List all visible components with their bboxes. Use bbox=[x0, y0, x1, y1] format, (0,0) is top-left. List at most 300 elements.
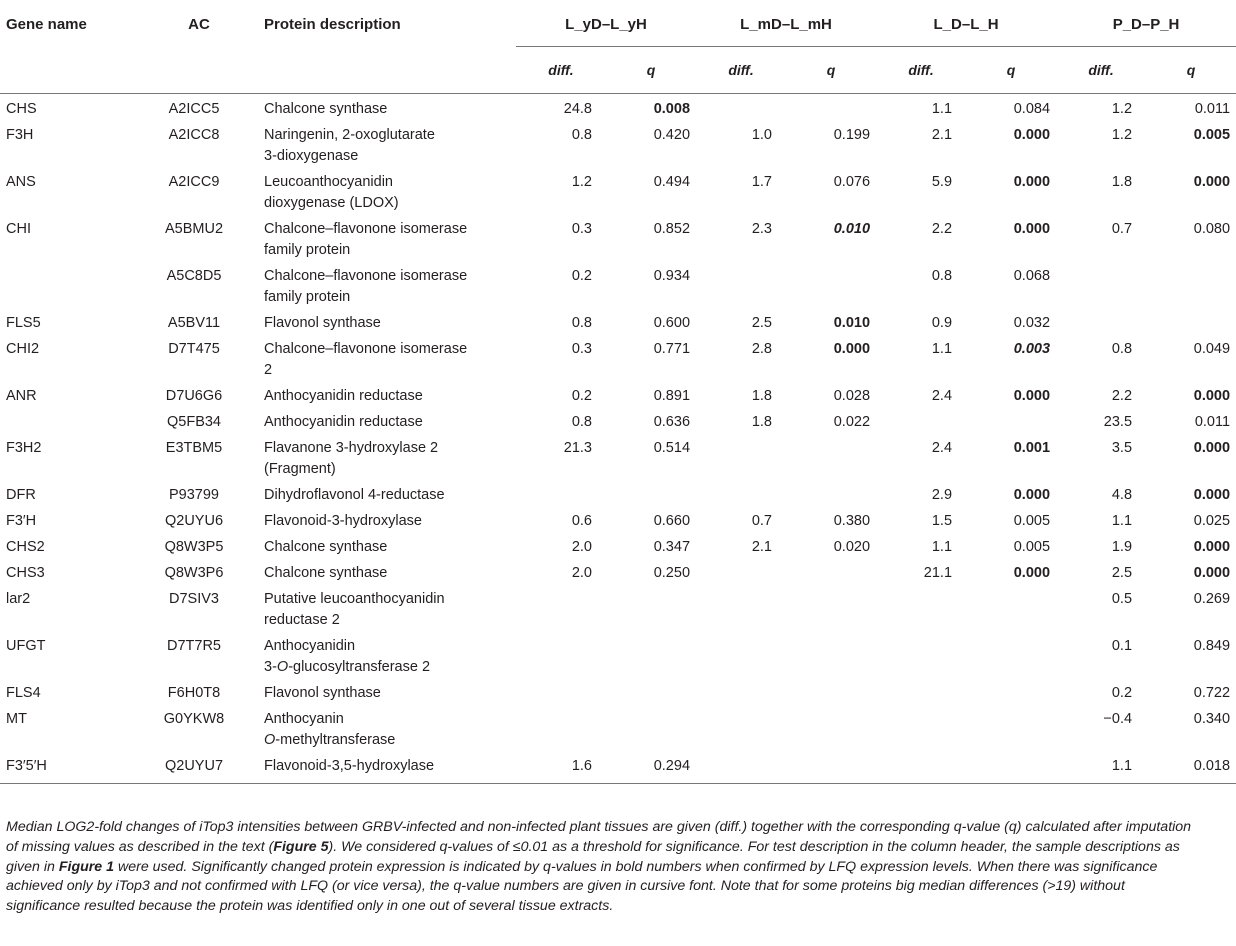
diff-value: 0.8 bbox=[1111, 341, 1133, 357]
description-line: Chalcone–flavonone isomerase bbox=[264, 268, 468, 284]
cell-protein-description bbox=[258, 584, 516, 631]
cell-diff-value bbox=[516, 433, 606, 480]
cell-q-value bbox=[786, 584, 876, 631]
cell-diff-value bbox=[1056, 678, 1146, 704]
table-row bbox=[0, 751, 1236, 784]
diff-value: 2.2 bbox=[1111, 388, 1133, 404]
cell-q-value bbox=[966, 751, 1056, 784]
cell-gene-name: UFGT bbox=[6, 638, 46, 654]
cell-q-value bbox=[966, 506, 1056, 532]
description-line: Flavanone 3-hydroxylase 2 bbox=[264, 440, 439, 456]
cell-diff-value bbox=[516, 407, 606, 433]
cell-q-value bbox=[966, 480, 1056, 506]
table-row bbox=[0, 631, 1236, 678]
cell-diff-value bbox=[1056, 94, 1146, 121]
description-line: family protein bbox=[264, 242, 351, 258]
cell-protein-description bbox=[258, 94, 516, 121]
description-line: Flavonol synthase bbox=[264, 685, 381, 701]
q-value: 0.294 bbox=[653, 758, 691, 774]
description-line: Dihydroflavonol 4-reductase bbox=[264, 487, 445, 503]
q-value: 0.068 bbox=[1013, 268, 1051, 284]
cell-q-value bbox=[966, 407, 1056, 433]
cell-diff-value bbox=[696, 532, 786, 558]
diff-value: 0.3 bbox=[571, 341, 592, 357]
q-value: 0.049 bbox=[1193, 341, 1231, 357]
q-value: 0.011 bbox=[1194, 414, 1231, 430]
description-line: Chalcone–flavonone isomerase bbox=[264, 221, 468, 237]
table-footnote bbox=[6, 818, 1194, 917]
cell-diff-value bbox=[696, 308, 786, 334]
cell-q-value bbox=[966, 214, 1056, 261]
cell-q-value bbox=[786, 506, 876, 532]
header-group-pd-ph: P_D–P_H bbox=[1056, 3, 1236, 47]
cell-diff-value bbox=[516, 334, 606, 381]
cell-diff-value bbox=[1056, 214, 1146, 261]
diff-value: 1.9 bbox=[1111, 539, 1133, 555]
diff-value: −0.4 bbox=[1103, 711, 1133, 727]
table-row bbox=[0, 433, 1236, 480]
table-row bbox=[0, 94, 1236, 121]
diff-value: 1.1 bbox=[931, 539, 953, 555]
q-value: 0.010 bbox=[833, 315, 871, 331]
q-value: 0.001 bbox=[1013, 440, 1051, 456]
diff-value: 0.1 bbox=[1111, 638, 1133, 654]
cell-diff-value bbox=[1056, 506, 1146, 532]
diff-value: 24.8 bbox=[563, 101, 592, 117]
q-value: 0.000 bbox=[1013, 221, 1051, 237]
cell-diff-value bbox=[876, 506, 966, 532]
cell-diff-value bbox=[696, 120, 786, 167]
cell-diff-value bbox=[516, 480, 606, 506]
q-value: 0.000 bbox=[1013, 565, 1051, 581]
header-protein-description: Protein description bbox=[264, 16, 401, 34]
cell-q-value bbox=[966, 167, 1056, 214]
cell-accession: A2ICC5 bbox=[168, 101, 220, 117]
cell-diff-value bbox=[516, 678, 606, 704]
diff-value: 2.3 bbox=[751, 221, 773, 237]
cell-q-value bbox=[1146, 506, 1236, 532]
cell-diff-value bbox=[696, 704, 786, 751]
description-line: Anthocyanidin reductase bbox=[264, 414, 423, 430]
table-row bbox=[0, 678, 1236, 704]
cell-q-value bbox=[966, 94, 1056, 121]
diff-value: 0.8 bbox=[571, 315, 592, 331]
description-line: Putative leucoanthocyanidin bbox=[264, 591, 445, 607]
cell-diff-value bbox=[876, 558, 966, 584]
diff-value: 1.2 bbox=[1111, 101, 1133, 117]
q-value: 0.934 bbox=[653, 268, 691, 284]
diff-value: 21.3 bbox=[563, 440, 592, 456]
description-line: Chalcone synthase bbox=[264, 101, 388, 117]
cell-gene-name: ANR bbox=[6, 388, 37, 404]
cell-diff-value bbox=[516, 704, 606, 751]
cell-diff-value bbox=[876, 214, 966, 261]
cell-accession: A5BV11 bbox=[167, 315, 221, 331]
q-value: 0.891 bbox=[653, 388, 691, 404]
cell-q-value bbox=[606, 214, 696, 261]
cell-diff-value bbox=[696, 94, 786, 121]
diff-value: 2.9 bbox=[931, 487, 953, 503]
cell-accession: Q8W3P6 bbox=[164, 565, 224, 581]
description-line: Flavonoid-3,5-hydroxylase bbox=[264, 758, 435, 774]
q-value: 0.084 bbox=[1013, 101, 1051, 117]
cell-q-value bbox=[1146, 94, 1236, 121]
description-line: 3-O-glucosyltransferase 2 bbox=[264, 659, 431, 675]
q-value: 0.000 bbox=[1013, 174, 1051, 190]
cell-q-value bbox=[606, 407, 696, 433]
cell-q-value bbox=[1146, 678, 1236, 704]
q-value: 0.020 bbox=[833, 539, 871, 555]
cell-gene-name: ANS bbox=[6, 174, 36, 190]
cell-gene-name: FLS5 bbox=[6, 315, 41, 331]
cell-q-value bbox=[1146, 167, 1236, 214]
q-value: 0.420 bbox=[653, 127, 691, 143]
footnote-figure5-ref[interactable]: Figure 5 bbox=[273, 838, 329, 855]
q-value: 0.025 bbox=[1193, 513, 1231, 529]
cell-diff-value bbox=[876, 433, 966, 480]
subheader-diff: diff. bbox=[516, 47, 606, 94]
cell-protein-description bbox=[258, 334, 516, 381]
cell-diff-value bbox=[1056, 167, 1146, 214]
cell-q-value bbox=[1146, 407, 1236, 433]
cell-q-value bbox=[1146, 751, 1236, 784]
cell-protein-description bbox=[258, 532, 516, 558]
q-value: 0.199 bbox=[833, 127, 871, 143]
cell-gene-name: CHS bbox=[6, 101, 37, 117]
table-row bbox=[0, 584, 1236, 631]
q-value: 0.771 bbox=[653, 341, 691, 357]
cell-q-value bbox=[606, 381, 696, 407]
cell-diff-value bbox=[876, 631, 966, 678]
diff-value: 1.6 bbox=[571, 758, 592, 774]
cell-diff-value bbox=[876, 94, 966, 121]
cell-diff-value bbox=[1056, 407, 1146, 433]
cell-q-value bbox=[606, 480, 696, 506]
cell-gene-name: F3H bbox=[6, 127, 34, 143]
q-value: 0.852 bbox=[653, 221, 691, 237]
header-group-lmd-lmh: L_mD–L_mH bbox=[696, 3, 876, 47]
description-line: Chalcone synthase bbox=[264, 539, 388, 555]
subheader-q: q bbox=[1146, 47, 1236, 94]
cell-diff-value bbox=[1056, 120, 1146, 167]
diff-value: 5.9 bbox=[931, 174, 953, 190]
cell-q-value bbox=[606, 167, 696, 214]
cell-q-value bbox=[966, 433, 1056, 480]
diff-value: 2.4 bbox=[931, 388, 953, 404]
cell-protein-description bbox=[258, 751, 516, 784]
diff-value: 2.1 bbox=[751, 539, 773, 555]
cell-diff-value bbox=[876, 381, 966, 407]
cell-diff-value bbox=[516, 308, 606, 334]
q-value: 0.008 bbox=[653, 101, 691, 117]
header-gene-name: Gene name bbox=[6, 16, 87, 34]
diff-value: 0.2 bbox=[1111, 685, 1133, 701]
description-line: 2 bbox=[264, 362, 273, 378]
cell-q-value bbox=[966, 631, 1056, 678]
diff-value: 1.2 bbox=[1111, 127, 1133, 143]
q-value: 0.000 bbox=[1193, 539, 1231, 555]
header-ac: AC bbox=[188, 16, 210, 34]
cell-accession: E3TBM5 bbox=[165, 440, 223, 456]
q-value: 0.000 bbox=[833, 341, 871, 357]
cell-gene-name: DFR bbox=[6, 487, 36, 503]
cell-q-value bbox=[786, 261, 876, 308]
cell-accession: Q8W3P5 bbox=[164, 539, 224, 555]
cell-protein-description bbox=[258, 120, 516, 167]
cell-q-value bbox=[1146, 261, 1236, 308]
table-row bbox=[0, 558, 1236, 584]
footnote-figure1-ref[interactable]: Figure 1 bbox=[58, 858, 115, 875]
q-value: 0.011 bbox=[1194, 101, 1231, 117]
diff-value: 0.8 bbox=[931, 268, 953, 284]
cell-diff-value bbox=[876, 751, 966, 784]
cell-diff-value bbox=[516, 751, 606, 784]
diff-value: 0.6 bbox=[571, 513, 592, 529]
cell-diff-value bbox=[696, 381, 786, 407]
q-value: 0.250 bbox=[653, 565, 691, 581]
cell-protein-description bbox=[258, 704, 516, 751]
cell-diff-value bbox=[696, 631, 786, 678]
cell-gene-name: F3H2 bbox=[6, 440, 42, 456]
cell-q-value bbox=[966, 678, 1056, 704]
cell-diff-value bbox=[1056, 558, 1146, 584]
cell-diff-value bbox=[1056, 532, 1146, 558]
cell-diff-value bbox=[516, 381, 606, 407]
cell-diff-value bbox=[696, 433, 786, 480]
q-value: 0.269 bbox=[1193, 591, 1231, 607]
description-line: family protein bbox=[264, 289, 351, 305]
cell-gene-name bbox=[0, 261, 140, 308]
cell-accession: D7U6G6 bbox=[165, 388, 223, 404]
cell-gene-name: CHS2 bbox=[6, 539, 45, 555]
description-line: Flavonol synthase bbox=[264, 315, 381, 331]
cell-diff-value bbox=[516, 94, 606, 121]
cell-accession: D7SIV3 bbox=[169, 591, 219, 607]
cell-q-value bbox=[786, 751, 876, 784]
diff-value: 0.7 bbox=[1111, 221, 1133, 237]
cell-accession: A5BMU2 bbox=[164, 221, 224, 237]
q-value: 0.028 bbox=[833, 388, 871, 404]
q-value: 0.849 bbox=[1193, 638, 1231, 654]
subheader-diff: diff. bbox=[876, 47, 966, 94]
q-value: 0.000 bbox=[1193, 565, 1231, 581]
diff-value: 2.8 bbox=[751, 341, 773, 357]
cell-q-value bbox=[1146, 704, 1236, 751]
cell-diff-value bbox=[1056, 631, 1146, 678]
q-value: 0.018 bbox=[1193, 758, 1231, 774]
diff-value: 1.8 bbox=[751, 388, 773, 404]
q-value: 0.005 bbox=[1013, 513, 1051, 529]
diff-value: 2.1 bbox=[931, 127, 953, 143]
subheader-diff: diff. bbox=[1056, 47, 1146, 94]
cell-q-value bbox=[786, 631, 876, 678]
cell-q-value bbox=[606, 334, 696, 381]
cell-diff-value bbox=[696, 506, 786, 532]
cell-protein-description bbox=[258, 678, 516, 704]
table-row bbox=[0, 334, 1236, 381]
diff-value: 1.7 bbox=[751, 174, 773, 190]
description-line: Anthocyanidin bbox=[264, 638, 356, 654]
description-line: Anthocyanidin reductase bbox=[264, 388, 423, 404]
diff-value: 0.8 bbox=[571, 127, 592, 143]
cell-diff-value bbox=[696, 214, 786, 261]
cell-q-value bbox=[1146, 381, 1236, 407]
cell-q-value bbox=[966, 334, 1056, 381]
cell-accession: P93799 bbox=[169, 487, 219, 503]
cell-diff-value bbox=[876, 167, 966, 214]
table-row bbox=[0, 407, 1236, 433]
cell-q-value bbox=[1146, 214, 1236, 261]
cell-diff-value bbox=[516, 506, 606, 532]
cell-q-value bbox=[786, 704, 876, 751]
cell-diff-value bbox=[876, 261, 966, 308]
cell-q-value bbox=[1146, 334, 1236, 381]
cell-q-value bbox=[786, 120, 876, 167]
subheader-q: q bbox=[786, 47, 876, 94]
cell-diff-value bbox=[876, 704, 966, 751]
table-row bbox=[0, 167, 1236, 214]
cell-accession: D7T7R5 bbox=[167, 638, 221, 654]
cell-diff-value bbox=[1056, 308, 1146, 334]
table-row bbox=[0, 214, 1236, 261]
cell-q-value bbox=[606, 631, 696, 678]
cell-q-value bbox=[786, 678, 876, 704]
q-value: 0.076 bbox=[833, 174, 871, 190]
table-header bbox=[0, 3, 1236, 94]
cell-diff-value bbox=[876, 584, 966, 631]
cell-q-value bbox=[966, 261, 1056, 308]
cell-diff-value bbox=[696, 751, 786, 784]
q-value: 0.340 bbox=[1193, 711, 1231, 727]
cell-diff-value bbox=[1056, 334, 1146, 381]
cell-diff-value bbox=[876, 120, 966, 167]
table-body bbox=[0, 94, 1236, 784]
cell-accession: D7T475 bbox=[168, 341, 220, 357]
diff-value: 0.5 bbox=[1111, 591, 1133, 607]
cell-q-value bbox=[966, 558, 1056, 584]
cell-q-value bbox=[606, 506, 696, 532]
cell-q-value bbox=[1146, 308, 1236, 334]
cell-diff-value bbox=[516, 167, 606, 214]
cell-diff-value bbox=[696, 678, 786, 704]
subheader-q: q bbox=[606, 47, 696, 94]
diff-value: 21.1 bbox=[923, 565, 953, 581]
q-value: 0.080 bbox=[1193, 221, 1231, 237]
cell-diff-value bbox=[1056, 381, 1146, 407]
cell-diff-value bbox=[1056, 751, 1146, 784]
diff-value: 1.1 bbox=[1111, 758, 1133, 774]
cell-diff-value bbox=[696, 407, 786, 433]
diff-value: 1.8 bbox=[1111, 174, 1133, 190]
cell-accession: A2ICC8 bbox=[168, 127, 220, 143]
cell-gene-name: F3′H bbox=[6, 513, 37, 529]
cell-q-value bbox=[606, 751, 696, 784]
cell-q-value bbox=[606, 558, 696, 584]
cell-diff-value bbox=[1056, 433, 1146, 480]
q-value: 0.494 bbox=[653, 174, 691, 190]
cell-diff-value bbox=[696, 584, 786, 631]
cell-protein-description bbox=[258, 480, 516, 506]
cell-gene-name: lar2 bbox=[6, 591, 31, 607]
cell-q-value bbox=[606, 308, 696, 334]
q-value: 0.514 bbox=[653, 440, 691, 456]
q-value: 0.022 bbox=[833, 414, 871, 430]
cell-protein-description bbox=[258, 261, 516, 308]
diff-value: 2.5 bbox=[1111, 565, 1133, 581]
cell-diff-value bbox=[1056, 480, 1146, 506]
cell-q-value bbox=[786, 334, 876, 381]
cell-diff-value bbox=[696, 167, 786, 214]
q-value: 0.000 bbox=[1193, 487, 1231, 503]
cell-q-value bbox=[606, 584, 696, 631]
cell-diff-value bbox=[876, 532, 966, 558]
diff-value: 23.5 bbox=[1103, 414, 1133, 430]
cell-diff-value bbox=[876, 334, 966, 381]
q-value: 0.722 bbox=[1193, 685, 1231, 701]
cell-q-value bbox=[1146, 532, 1236, 558]
cell-accession: A5C8D5 bbox=[166, 268, 222, 284]
cell-q-value bbox=[606, 94, 696, 121]
q-value: 0.000 bbox=[1013, 127, 1051, 143]
q-value: 0.000 bbox=[1013, 487, 1051, 503]
cell-q-value bbox=[786, 558, 876, 584]
footnote-text-3: were used. Significantly changed protein expression is indicated by q-values in bold numbers when confirmed by LFQ expression levels. When there was significance achieved only by iTop3 and not confirmed with LFQ (or vice versa), the q-value numbers are given in cursive font. Note that for some proteins big median differences (>19) without significance resulted because the protein was identified only in one out of several tissue extracts. bbox=[6, 858, 1158, 915]
cell-q-value bbox=[606, 532, 696, 558]
diff-value: 2.0 bbox=[571, 539, 592, 555]
cell-q-value bbox=[786, 532, 876, 558]
cell-diff-value bbox=[516, 584, 606, 631]
q-value: 0.660 bbox=[653, 513, 691, 529]
cell-q-value bbox=[606, 433, 696, 480]
cell-diff-value bbox=[876, 407, 966, 433]
cell-gene-name: CHI bbox=[6, 221, 31, 237]
description-line: Chalcone–flavonone isomerase bbox=[264, 341, 468, 357]
q-value: 0.000 bbox=[1013, 388, 1051, 404]
cell-q-value bbox=[966, 381, 1056, 407]
cell-accession: F6H0T8 bbox=[167, 685, 221, 701]
cell-accession: A2ICC9 bbox=[168, 174, 220, 190]
cell-diff-value bbox=[1056, 261, 1146, 308]
cell-diff-value bbox=[1056, 704, 1146, 751]
cell-q-value bbox=[1146, 631, 1236, 678]
diff-value: 1.1 bbox=[931, 341, 953, 357]
cell-q-value bbox=[966, 308, 1056, 334]
table-row bbox=[0, 704, 1236, 751]
table-row bbox=[0, 120, 1236, 167]
cell-diff-value bbox=[696, 480, 786, 506]
q-value: 0.000 bbox=[1193, 174, 1231, 190]
cell-q-value bbox=[606, 261, 696, 308]
cell-q-value bbox=[606, 704, 696, 751]
cell-q-value bbox=[786, 214, 876, 261]
cell-q-value bbox=[786, 480, 876, 506]
cell-diff-value bbox=[696, 334, 786, 381]
cell-q-value bbox=[1146, 558, 1236, 584]
cell-q-value bbox=[606, 678, 696, 704]
description-line: O-methyltransferase bbox=[264, 732, 396, 748]
cell-q-value bbox=[786, 433, 876, 480]
cell-protein-description bbox=[258, 433, 516, 480]
description-line: Naringenin, 2-oxoglutarate bbox=[264, 127, 435, 143]
cell-q-value bbox=[966, 704, 1056, 751]
cell-q-value bbox=[786, 381, 876, 407]
q-value: 0.636 bbox=[653, 414, 691, 430]
description-line: Chalcone synthase bbox=[264, 565, 388, 581]
diff-value: 2.0 bbox=[571, 565, 592, 581]
cell-protein-description bbox=[258, 308, 516, 334]
q-value: 0.003 bbox=[1013, 341, 1051, 357]
q-value: 0.010 bbox=[833, 221, 871, 237]
